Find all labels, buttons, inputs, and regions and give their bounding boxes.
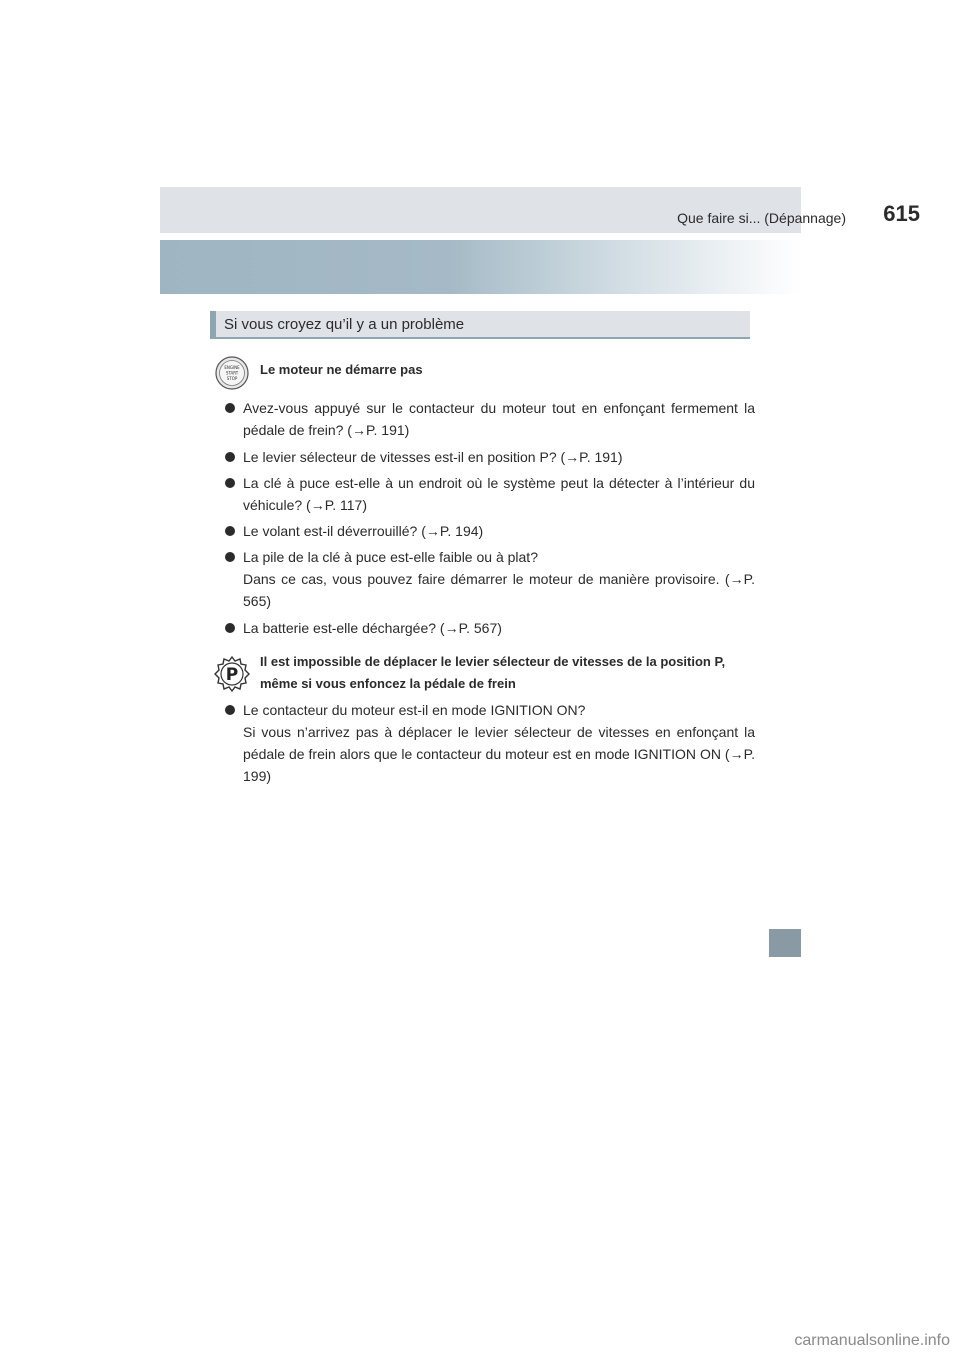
- park-icon-letter: P: [225, 665, 239, 685]
- section-heading-text: Si vous croyez qu’il y a un problème: [224, 316, 465, 333]
- subsection-title-shift-lever: Il est impossible de déplacer le levier sélecteur de vitesses de la position P, même si vous enfoncez la pédale de frein: [260, 654, 726, 691]
- list-item: Le volant est-il déverrouillé? (→P. 194): [225, 520, 755, 542]
- page-number: 615: [883, 201, 920, 226]
- subsection-title-engine: Le moteur ne démarre pas: [260, 362, 423, 377]
- section-heading: [210, 311, 750, 339]
- bullet-dot: [225, 552, 235, 562]
- list-item: La clé à puce est-elle à un endroit où le système peut la détecter à l’intérieur du véhicule? (→P. 117): [225, 472, 755, 516]
- engine-icon-line1: ENGINE: [224, 365, 240, 370]
- chapter-side-tab: [769, 929, 801, 957]
- list-item: La batterie est-elle déchargée? (→P. 567): [225, 617, 755, 639]
- list-item: Avez-vous appuyé sur le contacteur du moteur tout en enfonçant fermement la pédale de frein? (→P. 191): [225, 397, 755, 441]
- header-section-title: Que faire si... (Dépannage): [677, 210, 846, 226]
- bullet-dot: [225, 705, 235, 715]
- watermark: carmanualsonline.info: [794, 1332, 950, 1349]
- engine-icon-line3: STOP: [226, 376, 238, 381]
- park-gear-icon: [212, 654, 252, 699]
- engine-icon-line2: START: [225, 370, 239, 376]
- list-item: Le contacteur du moteur est-il en mode IGNITION ON? Si vous n’arrivez pas à déplacer le levier sélecteur de vitesses en enfonçant la pédale de frein alors que le contacteur du moteur est en mode IGNITION ON (→P. 199): [225, 699, 755, 787]
- bullet-dot: [225, 403, 235, 413]
- list-item-continuation: Dans ce cas, vous pouvez faire démarrer le moteur de manière provisoire. (→P. 565): [243, 571, 755, 609]
- bullet-dot: [225, 623, 235, 633]
- engine-start-stop-icon: [215, 356, 249, 395]
- bullet-dot: [225, 478, 235, 488]
- list-item-continuation: Si vous n’arrivez pas à déplacer le levier sélecteur de vitesses en enfonçant la pédale de frein alors que le contacteur du moteur est en mode IGNITION ON (→P. 199): [243, 724, 755, 784]
- chapter-banner: [160, 240, 801, 294]
- list-item: Le levier sélecteur de vitesses est-il en position P? (→P. 191): [225, 446, 755, 468]
- list-item: La pile de la clé à puce est-elle faible ou à plat? Dans ce cas, vous pouvez faire démarrer le moteur de manière provisoire. (→P. 565): [225, 546, 755, 612]
- bullet-dot: [225, 452, 235, 462]
- bullet-dot: [225, 526, 235, 536]
